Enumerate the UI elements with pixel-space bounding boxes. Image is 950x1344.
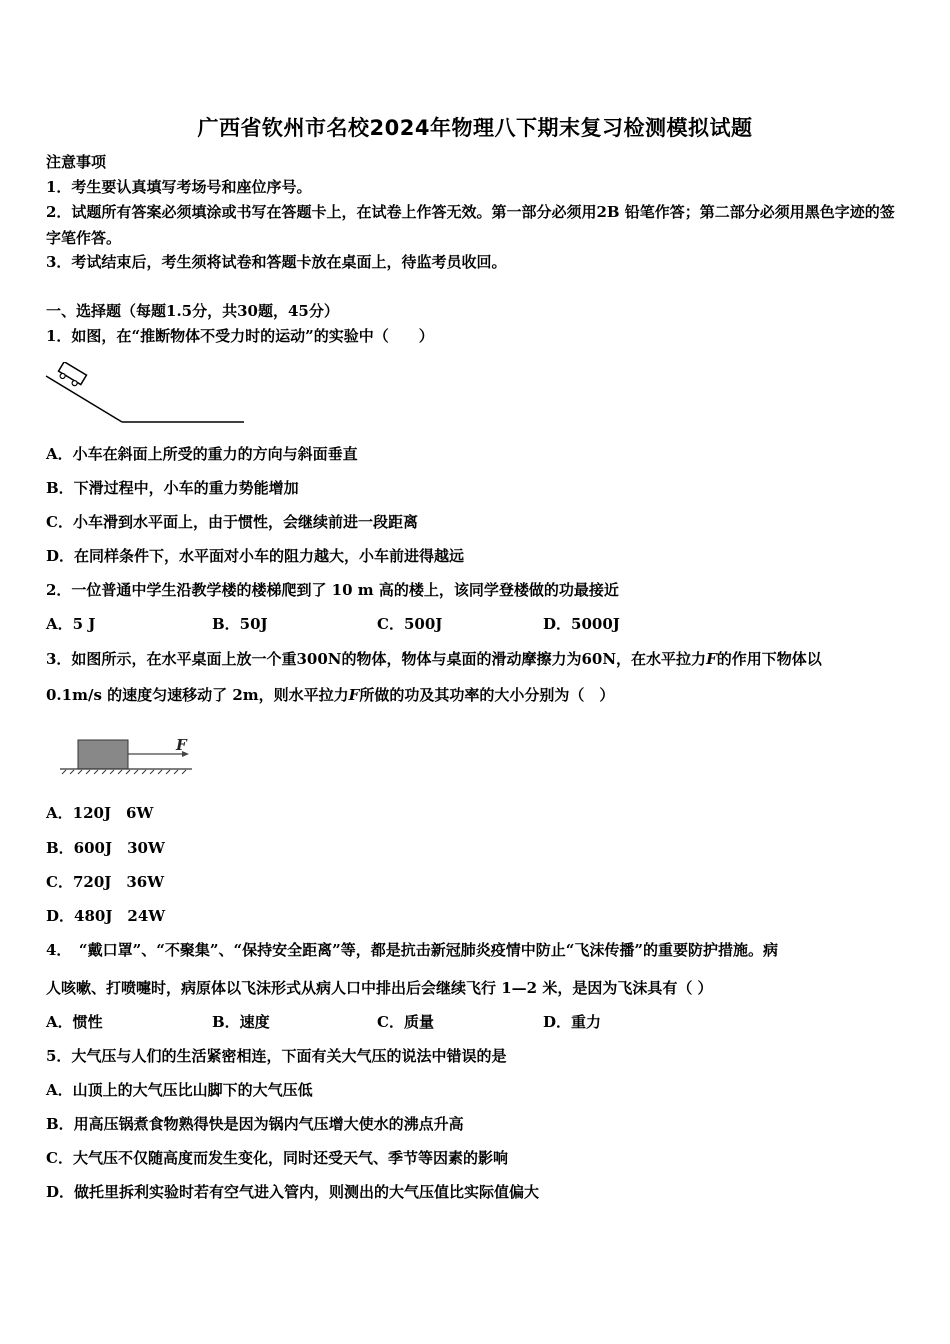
q1-option-c: C．小车滑到水平面上，由于惯性，会继续前进一段距离 [46, 513, 418, 531]
q2-option-b: B．50J [212, 615, 268, 633]
q4-option-a: A．惯性 [46, 1013, 103, 1031]
q5-stem: 5．大气压与人们的生活紧密相连，下面有关大气压的说法中错误的是 [46, 1047, 507, 1065]
q4-stem-line1: 4． “戴口罩”、“不聚集”、“保持安全距离”等，都是抗击新冠肺炎疫情中防止“飞沫传播”的重要防护措施。病 [46, 941, 778, 959]
section-heading: 一、选择题（每题1.5分，共30题，45分） [46, 302, 339, 320]
q2-option-d: D．5000J [543, 615, 620, 633]
q4-stem-line2: 人咳嗽、打喷嚏时，病原体以飞沫形式从病人口中排出后会继续飞行 1—2 米，是因为飞沫具有（ ） [46, 979, 713, 997]
q3-option-b: B．600J 30W [46, 839, 165, 857]
q2-stem: 2．一位普通中学生沿教学楼的楼梯爬到了 10 m 高的楼上，该同学登楼做的功最接近 [46, 581, 619, 599]
q3-option-d: D．480J 24W [46, 907, 166, 925]
note-item-1: 1．考生要认真填写考场号和座位序号。 [46, 178, 312, 196]
q3-stem-a: 3．如图所示，在水平桌面上放一个重300N的物体，物体与桌面的滑动摩擦力为60N，在水平拉力 [46, 650, 707, 668]
q3-option-c: C．720J 36W [46, 873, 165, 891]
q4-option-c: C．质量 [377, 1013, 434, 1031]
q3-stem-line1 [46, 649, 822, 669]
ground-hatching [62, 770, 186, 774]
q3-stem-line2 [46, 685, 614, 705]
q1-option-a: A．小车在斜面上所受的重力的方向与斜面垂直 [46, 445, 358, 463]
q2-option-c: C．500J [377, 615, 443, 633]
q1-option-b: B．下滑过程中，小车的重力势能增加 [46, 479, 299, 497]
note-item-3: 3．考试结束后，考生须将试卷和答题卡放在桌面上，待监考员收回。 [46, 253, 507, 271]
block [78, 740, 128, 769]
q3-force-symbol: F [706, 650, 717, 668]
q1-stem: 1．如图，在“推断物体不受力时的运动”的实验中（ ） [46, 327, 434, 345]
q4-option-b: B．速度 [212, 1013, 270, 1031]
page-title: 广西省钦州市名校2024年物理八下期末复习检测模拟试题 [197, 116, 753, 140]
note-item-2: 2．试题所有答案必须填涂或书写在答题卡上，在试卷上作答无效。第一部分必须用2B 铅笔作答；第二部分必须用黑色字迹的签字笔作答。 [46, 203, 895, 247]
q3-force-symbol-2: F [348, 686, 360, 704]
q3-stem-d: 所做的功及其功率的大小分别为（ ） [359, 686, 615, 704]
block-force-figure [56, 733, 206, 775]
q1-option-d: D．在同样条件下，水平面对小车的阻力越大，小车前进得越远 [46, 547, 465, 565]
q4-option-d: D．重力 [543, 1013, 602, 1031]
q2-option-a: A．5 J [46, 615, 96, 633]
q3-stem-c: 0.1m/s 的速度匀速移动了 2m，则水平拉力 [46, 686, 349, 704]
q5-option-a: A．山顶上的大气压比山脚下的大气压低 [46, 1081, 313, 1099]
q3-stem-b: 的作用下物体以 [716, 650, 822, 668]
force-label: F [176, 736, 187, 754]
q5-option-d: D．做托里拆利实验时若有空气进入管内，则测出的大气压值比实际值偏大 [46, 1183, 540, 1201]
q5-option-c: C．大气压不仅随高度而发生变化，同时还受天气、季节等因素的影响 [46, 1149, 508, 1167]
q5-option-b: B．用高压锅煮食物熟得快是因为锅内气压增大使水的沸点升高 [46, 1115, 464, 1133]
incline-cart-figure [44, 362, 249, 427]
incline-slope [46, 376, 122, 422]
notes-heading: 注意事项 [46, 153, 107, 171]
q3-option-a: A．120J 6W [46, 804, 154, 822]
